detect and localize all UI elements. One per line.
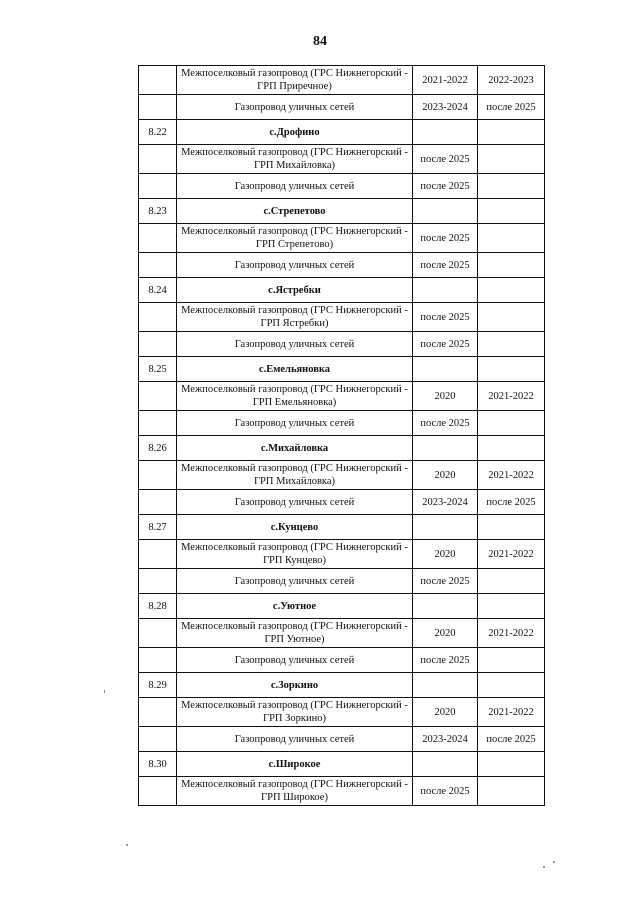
pipeline-name-cell: Межпоселковый газопровод (ГРС Нижнегорский - ГРП Михайловка) <box>177 145 413 174</box>
construction-period-cell: после 2025 <box>478 95 545 120</box>
pipeline-row <box>139 174 545 199</box>
design-period-cell <box>413 752 478 777</box>
pipeline-name-cell: Межпоселковый газопровод (ГРС Нижнегорский - ГРП Широкое) <box>177 777 413 806</box>
design-period-cell: 2020 <box>413 619 478 648</box>
pipeline-row <box>139 698 545 727</box>
row-number-cell <box>139 461 177 490</box>
construction-period-cell <box>478 515 545 540</box>
construction-period-cell <box>478 569 545 594</box>
pipeline-row <box>139 648 545 673</box>
design-period-cell: после 2025 <box>413 253 478 278</box>
row-number-cell: 8.24 <box>139 278 177 303</box>
settlement-name-cell: с.Емельяновка <box>177 357 413 382</box>
pipeline-row <box>139 66 545 95</box>
row-number-cell <box>139 253 177 278</box>
construction-period-cell <box>478 648 545 673</box>
scan-speck <box>104 690 105 693</box>
design-period-cell <box>413 436 478 461</box>
scan-speck <box>543 866 545 868</box>
design-period-cell: после 2025 <box>413 648 478 673</box>
construction-period-cell <box>478 411 545 436</box>
settlement-row <box>139 120 545 145</box>
design-period-cell <box>413 120 478 145</box>
pipeline-row <box>139 253 545 278</box>
construction-period-cell: 2021-2022 <box>478 619 545 648</box>
pipeline-name-cell: Межпоселковый газопровод (ГРС Нижнегорский - ГРП Уютное) <box>177 619 413 648</box>
design-period-cell: 2023-2024 <box>413 95 478 120</box>
settlement-row <box>139 515 545 540</box>
settlement-name-cell: с.Михайловка <box>177 436 413 461</box>
design-period-cell <box>413 357 478 382</box>
pipeline-name-cell: Межпоселковый газопровод (ГРС Нижнегорский - ГРП Емельяновка) <box>177 382 413 411</box>
construction-period-cell: 2021-2022 <box>478 461 545 490</box>
settlement-row <box>139 199 545 224</box>
construction-period-cell <box>478 594 545 619</box>
settlement-row <box>139 436 545 461</box>
construction-period-cell <box>478 752 545 777</box>
pipeline-row <box>139 224 545 253</box>
pipeline-name-cell: Газопровод уличных сетей <box>177 95 413 120</box>
design-period-cell: после 2025 <box>413 332 478 357</box>
row-number-cell: 8.28 <box>139 594 177 619</box>
row-number-cell <box>139 382 177 411</box>
row-number-cell: 8.26 <box>139 436 177 461</box>
pipeline-name-cell: Газопровод уличных сетей <box>177 727 413 752</box>
construction-period-cell <box>478 199 545 224</box>
design-period-cell <box>413 199 478 224</box>
design-period-cell: 2023-2024 <box>413 490 478 515</box>
settlement-row <box>139 278 545 303</box>
pipeline-row <box>139 540 545 569</box>
construction-period-cell: 2022-2023 <box>478 66 545 95</box>
row-number-cell <box>139 332 177 357</box>
pipeline-row <box>139 490 545 515</box>
construction-period-cell <box>478 357 545 382</box>
pipeline-row <box>139 303 545 332</box>
settlement-name-cell: с.Дрофино <box>177 120 413 145</box>
pipeline-name-cell: Межпоселковый газопровод (ГРС Нижнегорский - ГРП Зоркино) <box>177 698 413 727</box>
row-number-cell <box>139 95 177 120</box>
pipeline-name-cell: Межпоселковый газопровод (ГРС Нижнегорский - ГРП Ястребки) <box>177 303 413 332</box>
design-period-cell: после 2025 <box>413 303 478 332</box>
construction-period-cell <box>478 436 545 461</box>
pipeline-row <box>139 411 545 436</box>
row-number-cell: 8.22 <box>139 120 177 145</box>
settlement-name-cell: с.Широкое <box>177 752 413 777</box>
design-period-cell: после 2025 <box>413 224 478 253</box>
design-period-cell: после 2025 <box>413 174 478 199</box>
construction-period-cell <box>478 145 545 174</box>
row-number-cell <box>139 145 177 174</box>
settlement-row <box>139 357 545 382</box>
construction-period-cell <box>478 303 545 332</box>
row-number-cell <box>139 66 177 95</box>
pipeline-name-cell: Газопровод уличных сетей <box>177 648 413 673</box>
design-period-cell: 2023-2024 <box>413 727 478 752</box>
construction-period-cell <box>478 174 545 199</box>
construction-period-cell <box>478 120 545 145</box>
pipeline-row <box>139 95 545 120</box>
settlement-name-cell: с.Кунцево <box>177 515 413 540</box>
settlement-row <box>139 673 545 698</box>
pipeline-name-cell: Газопровод уличных сетей <box>177 490 413 515</box>
design-period-cell: после 2025 <box>413 145 478 174</box>
construction-period-cell: после 2025 <box>478 490 545 515</box>
pipeline-name-cell: Газопровод уличных сетей <box>177 411 413 436</box>
construction-period-cell <box>478 278 545 303</box>
pipeline-name-cell: Межпоселковый газопровод (ГРС Нижнегорский - ГРП Приречное) <box>177 66 413 95</box>
design-period-cell: 2020 <box>413 461 478 490</box>
scan-speck <box>553 861 555 863</box>
row-number-cell <box>139 174 177 199</box>
design-period-cell <box>413 594 478 619</box>
construction-period-cell: 2021-2022 <box>478 382 545 411</box>
row-number-cell <box>139 303 177 332</box>
row-number-cell <box>139 648 177 673</box>
settlement-row <box>139 594 545 619</box>
construction-period-cell <box>478 777 545 806</box>
design-period-cell: 2021-2022 <box>413 66 478 95</box>
design-period-cell: 2020 <box>413 540 478 569</box>
design-period-cell <box>413 515 478 540</box>
row-number-cell <box>139 777 177 806</box>
design-period-cell <box>413 278 478 303</box>
row-number-cell <box>139 490 177 515</box>
row-number-cell <box>139 411 177 436</box>
design-period-cell: 2020 <box>413 698 478 727</box>
settlement-name-cell: с.Уютное <box>177 594 413 619</box>
pipeline-name-cell: Газопровод уличных сетей <box>177 174 413 199</box>
pipeline-name-cell: Межпоселковый газопровод (ГРС Нижнегорский - ГРП Михайловка) <box>177 461 413 490</box>
row-number-cell <box>139 727 177 752</box>
row-number-cell: 8.29 <box>139 673 177 698</box>
row-number-cell <box>139 224 177 253</box>
pipeline-row <box>139 727 545 752</box>
row-number-cell: 8.23 <box>139 199 177 224</box>
pipeline-name-cell: Межпоселковый газопровод (ГРС Нижнегорский - ГРП Кунцево) <box>177 540 413 569</box>
pipeline-row <box>139 777 545 806</box>
row-number-cell: 8.27 <box>139 515 177 540</box>
settlement-name-cell: с.Стрепетово <box>177 199 413 224</box>
construction-period-cell <box>478 224 545 253</box>
construction-period-cell <box>478 253 545 278</box>
pipeline-name-cell: Межпоселковый газопровод (ГРС Нижнегорский - ГРП Стрепетово) <box>177 224 413 253</box>
pipeline-row <box>139 332 545 357</box>
row-number-cell <box>139 569 177 594</box>
settlement-name-cell: с.Ястребки <box>177 278 413 303</box>
row-number-cell <box>139 540 177 569</box>
construction-period-cell <box>478 332 545 357</box>
pipeline-row <box>139 382 545 411</box>
design-period-cell: после 2025 <box>413 777 478 806</box>
settlement-row <box>139 752 545 777</box>
scan-speck <box>126 844 128 846</box>
construction-period-cell: после 2025 <box>478 727 545 752</box>
design-period-cell <box>413 673 478 698</box>
construction-period-cell: 2021-2022 <box>478 698 545 727</box>
pipeline-name-cell: Газопровод уличных сетей <box>177 569 413 594</box>
construction-period-cell <box>478 673 545 698</box>
pipeline-row <box>139 569 545 594</box>
page-number: 84 <box>313 34 327 49</box>
pipeline-row <box>139 619 545 648</box>
settlement-name-cell: с.Зоркино <box>177 673 413 698</box>
gas-pipeline-table <box>138 65 545 806</box>
pipeline-name-cell: Газопровод уличных сетей <box>177 253 413 278</box>
construction-period-cell: 2021-2022 <box>478 540 545 569</box>
pipeline-row <box>139 145 545 174</box>
design-period-cell: после 2025 <box>413 411 478 436</box>
table-body <box>139 66 545 806</box>
pipeline-row <box>139 461 545 490</box>
row-number-cell <box>139 619 177 648</box>
row-number-cell: 8.30 <box>139 752 177 777</box>
pipeline-name-cell: Газопровод уличных сетей <box>177 332 413 357</box>
row-number-cell: 8.25 <box>139 357 177 382</box>
row-number-cell <box>139 698 177 727</box>
design-period-cell: после 2025 <box>413 569 478 594</box>
design-period-cell: 2020 <box>413 382 478 411</box>
